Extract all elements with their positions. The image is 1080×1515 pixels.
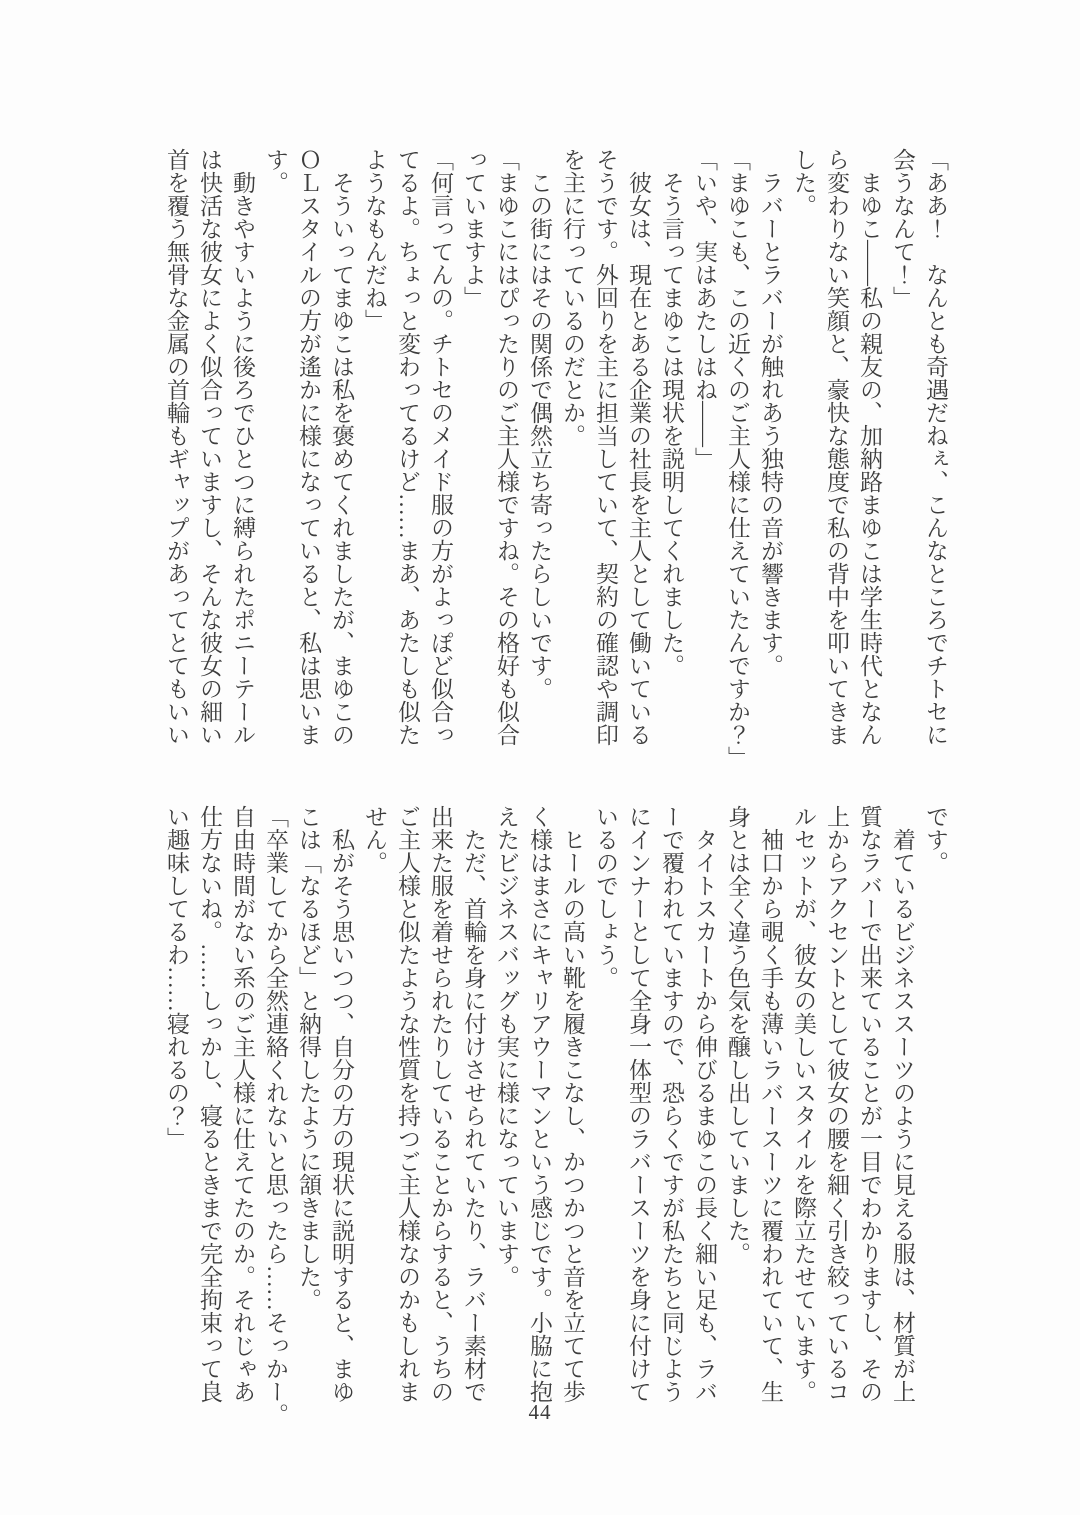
text-line: 「卒業してから全然連絡くれないと思ったら……そっかー。 bbox=[263, 805, 288, 1426]
text-line: ヒールの高い靴を履きこなし、かつかつと音を立てて歩 bbox=[560, 805, 585, 1403]
text-line: 動きやすいように後ろでひとつに縛られたポニーテール bbox=[230, 148, 255, 746]
page-number: 44 bbox=[528, 1400, 552, 1424]
text-line: 質なラバーで出来ていることが一目でわかりますし、その bbox=[857, 805, 882, 1403]
text-line: 「まゆこも、この近くのご主人様に仕えていたんですか？」 bbox=[725, 148, 750, 769]
text-line: 「何言ってんの。チトセのメイド服の方がよっぽど似合っ bbox=[428, 148, 453, 746]
text-line: を主に行っているのだとか。 bbox=[560, 148, 585, 447]
text-line: した。 bbox=[791, 148, 816, 217]
text-line: せん。 bbox=[362, 805, 387, 874]
text-line: 私がそう思いつつ、自分の方の現状に説明すると、まゆ bbox=[329, 805, 354, 1403]
text-line: にインナーとして全身一体型のラバースーツを身に付けて bbox=[626, 805, 651, 1403]
text-line: ら変わりない笑顔と、豪快な態度で私の背中を叩いてきま bbox=[824, 148, 849, 746]
text-line: まゆこ――私の親友の、加納路まゆこは学生時代となん bbox=[857, 148, 882, 746]
text-line: 彼女は、現在とある企業の社長を主人として働いている bbox=[626, 148, 651, 746]
text-line: 出来た服を着せられたりしていることからすると、うちの bbox=[428, 805, 453, 1403]
text-line: 上からアクセントとして彼女の腰を細く引き絞っているコ bbox=[824, 805, 849, 1403]
text-line: いるのでしょう。 bbox=[593, 805, 618, 989]
text-line: えたビジネスバッグも実に様になっています。 bbox=[494, 805, 519, 1288]
text-line: 着ているビジネススーツのように見える服は、材質が上 bbox=[890, 805, 915, 1403]
text-line: この街にはその関係で偶然立ち寄ったらしいです。 bbox=[527, 148, 552, 700]
text-line: ご主人様と似たような性質を持つご主人様なのかもしれま bbox=[395, 805, 420, 1403]
text-line: 首を覆う無骨な金属の首輪もギャップがあってとてもいい bbox=[164, 148, 189, 746]
text-line: そうです。外回りを主に担当していて、契約の確認や調印 bbox=[593, 148, 618, 746]
text-line: 「まゆこにはぴったりのご主人様ですね。その格好も似合 bbox=[494, 148, 519, 746]
text-line: 身とは全く違う色気を醸し出していました。 bbox=[725, 805, 750, 1265]
text-line: ルセットが、彼女の美しいスタイルを際立たせています。 bbox=[791, 805, 816, 1403]
text-block-bottom bbox=[160, 805, 952, 1435]
text-line: 自由時間がない系のご主人様に仕えてたのか。それじゃあ bbox=[230, 805, 255, 1403]
text-line: く様はまさにキャリアウーマンという感じです。小脇に抱 bbox=[527, 805, 552, 1403]
text-line: てるよ。ちょっと変わってるけど……まあ、あたしも似た bbox=[395, 148, 420, 746]
text-line: ようなもんだね」 bbox=[362, 148, 387, 332]
text-line: 会うなんて！」 bbox=[890, 148, 915, 309]
text-line: 「いや、実はあたしはね――」 bbox=[692, 148, 717, 470]
text-line: 仕方ないね。……しっかし、寝るときまで完全拘束って良 bbox=[197, 805, 222, 1403]
text-line: は快活な彼女によく似合っていますし、そんな彼女の細い bbox=[197, 148, 222, 746]
text-line: ラバーとラバーが触れあう独特の音が響きます。 bbox=[758, 148, 783, 677]
text-line: 「ああ！ なんとも奇遇だねぇ、こんなところでチトセに bbox=[923, 148, 948, 746]
text-line: ＯＬスタイルの方が遙かに様になっていると、私は思いま bbox=[296, 148, 321, 746]
text-line: こは「なるほど」と納得したように頷きました。 bbox=[296, 805, 321, 1311]
text-line: そう言ってまゆこは現状を説明してくれました。 bbox=[659, 148, 684, 677]
text-line: す。 bbox=[263, 148, 288, 194]
text-line: です。 bbox=[923, 805, 948, 874]
text-line: ーで覆われていますので、恐らくですが私たちと同じよう bbox=[659, 805, 684, 1403]
text-line: ただ、首輪を身に付けさせられていたり、ラバー素材で bbox=[461, 805, 486, 1403]
text-line: 袖口から覗く手も薄いラバースーツに覆われていて、生 bbox=[758, 805, 783, 1403]
text-block-top bbox=[160, 148, 952, 778]
text-line: タイトスカートから伸びるまゆこの長く細い足も、ラバ bbox=[692, 805, 717, 1403]
text-line: い趣味してるわ……寝れるの？」 bbox=[164, 805, 189, 1150]
text-line: っていますよ」 bbox=[461, 148, 486, 309]
text-line: そういってまゆこは私を褒めてくれましたが、まゆこの bbox=[329, 148, 354, 746]
